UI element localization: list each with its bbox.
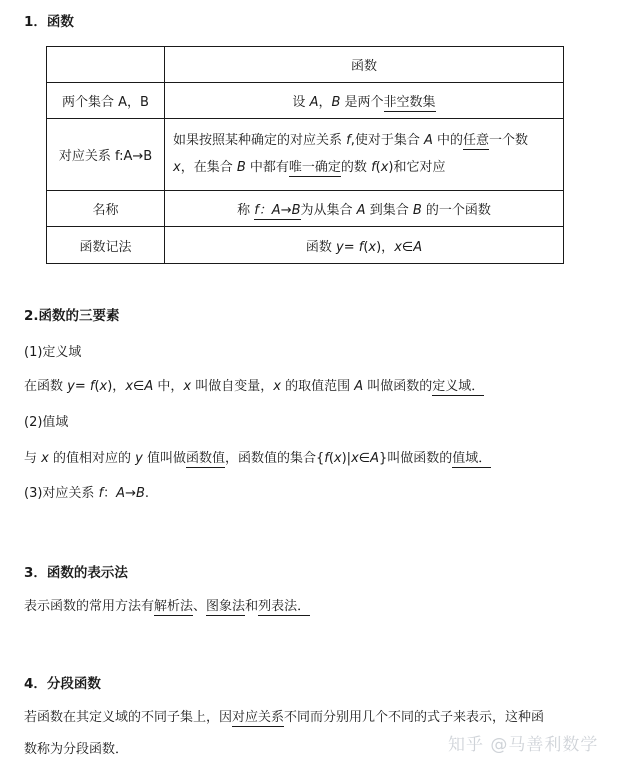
section-4-title: 4．分段函数 [24, 676, 101, 692]
table-row [47, 119, 564, 191]
table-header-empty [47, 47, 165, 83]
section-2-title: 2.函数的三要素 [24, 308, 120, 324]
domain-heading: (1)定义域 [24, 345, 82, 360]
piecewise-text-line2: 数称为分段函数． [24, 742, 129, 757]
range-text: 与 x 的值相对应的 y 值叫做函数值，函数值的集合{f(x)|x∈A}叫做函数的值域． [24, 451, 492, 466]
row-value: 函数 y= f(x)，x∈A [165, 227, 564, 264]
table-row [47, 227, 564, 264]
range-heading: (2)值域 [24, 415, 69, 430]
section-3-title: 3．函数的表示法 [24, 565, 128, 581]
row-value: 设 A，B 是两个非空数集 [165, 83, 564, 119]
piecewise-text-line1: 若函数在其定义域的不同子集上，因对应关系不同而分别用几个不同的式子来表示，这种函 [24, 710, 545, 725]
table-header-row [47, 47, 564, 83]
row-value: 如果按照某种确定的对应关系 f,使对于集合 A 中的任意一个数 x，在集合 B 中都有唯一确定的数 f(x)和它对应 [165, 119, 564, 191]
row-label: 函数记法 [47, 227, 165, 264]
section-1-title: 1．函数 [24, 14, 74, 30]
domain-text: 在函数 y= f(x)，x∈A 中，x 叫做自变量，x 的取值范围 A 叫做函数的定义域． [24, 379, 485, 394]
representation-text: 表示函数的常用方法有解析法、图象法和列表法． [24, 599, 311, 614]
function-definition-table [46, 46, 564, 264]
row-label: 两个集合 A，B [47, 83, 165, 119]
row-value: 称 f：A→B为从集合 A 到集合 B 的一个函数 [165, 191, 564, 227]
relation-heading: (3)对应关系 f：A→B. [24, 486, 150, 501]
table-row [47, 83, 564, 119]
table-row [47, 191, 564, 227]
watermark: 知乎 @马善利数学 [448, 735, 599, 755]
row-label: 对应关系 f:A→B [47, 119, 165, 191]
table-header-cell: 函数 [165, 47, 564, 83]
row-label: 名称 [47, 191, 165, 227]
